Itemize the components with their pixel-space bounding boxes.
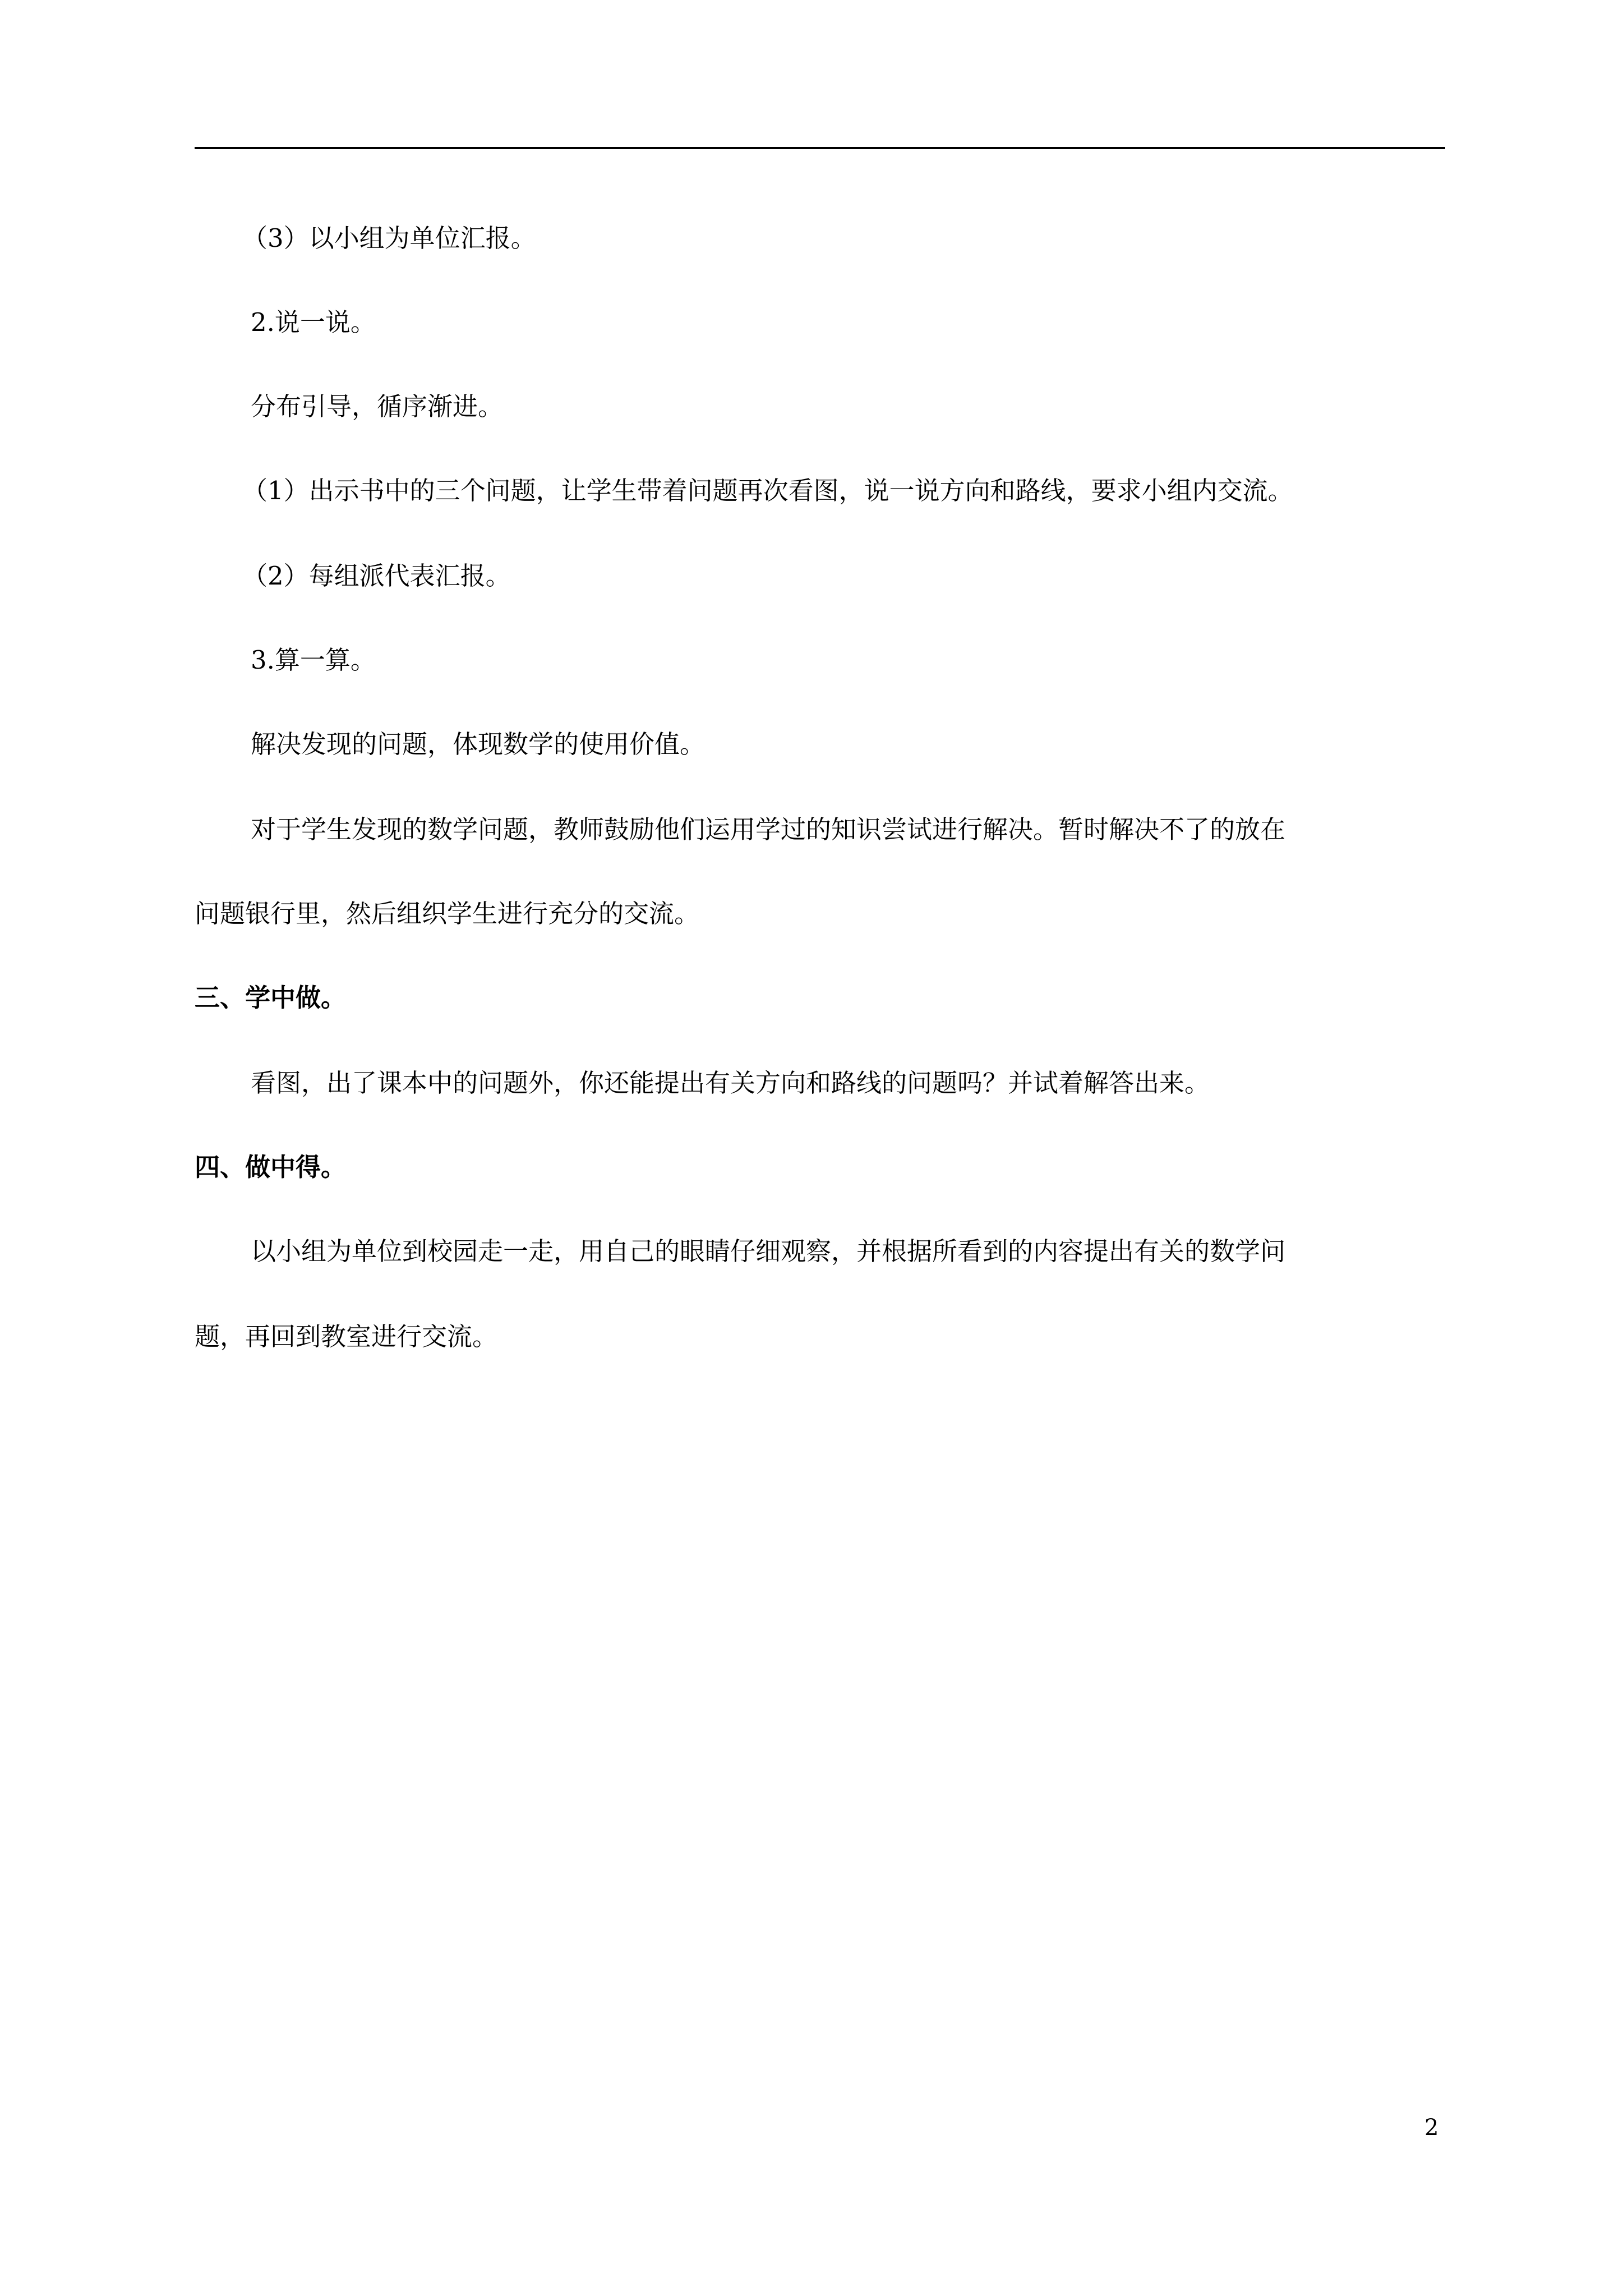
section-heading-gain-by-doing: 四、做中得。	[195, 1152, 347, 1182]
paragraph-report-by-group: （3）以小组为单位汇报。	[242, 223, 536, 253]
paragraph-solve-problems: 解决发现的问题，体现数学的使用价值。	[251, 729, 706, 759]
paragraph-say-heading: 2.说一说。	[251, 307, 376, 337]
paragraph-calculate-heading: 3.算一算。	[251, 645, 376, 675]
paragraph-teacher-encourage-line1: 对于学生发现的数学问题，教师鼓励他们运用学过的知识尝试进行解决。暂时解决不了的放在	[251, 815, 1286, 844]
paragraph-step-guidance: 分布引导，循序渐进。	[251, 392, 504, 421]
section-heading-learn-by-doing: 三、学中做。	[195, 983, 347, 1013]
paragraph-campus-walk-line2: 题，再回到教室进行交流。	[195, 1322, 498, 1351]
paragraph-campus-walk-line1: 以小组为单位到校园走一走，用自己的眼睛仔细观察，并根据所看到的内容提出有关的数学问	[251, 1236, 1286, 1266]
page-number: 2	[1424, 2115, 1439, 2141]
header-rule	[195, 147, 1445, 149]
paragraph-show-questions: （1）出示书中的三个问题，让学生带着问题再次看图，说一说方向和路线，要求小组内交流。	[242, 476, 1293, 505]
paragraph-group-representative: （2）每组派代表汇报。	[242, 561, 511, 591]
paragraph-teacher-encourage-line2: 问题银行里，然后组织学生进行充分的交流。	[195, 899, 700, 928]
paragraph-look-at-picture: 看图，出了课本中的问题外，你还能提出有关方向和路线的问题吗？并试着解答出来。	[251, 1068, 1210, 1098]
